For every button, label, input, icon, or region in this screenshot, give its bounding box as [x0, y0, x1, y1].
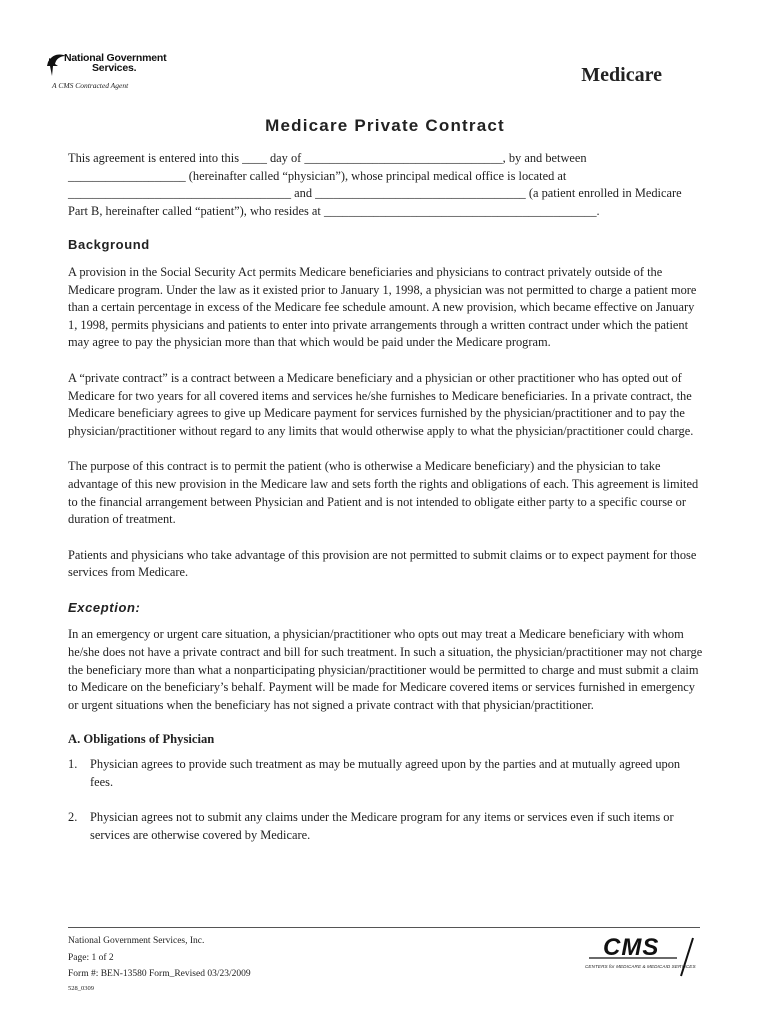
- item-text: Physician agrees to provide such treatment as may be mutually agreed upon by the parties and at mutually agreed upon fees.: [90, 757, 681, 789]
- exception-heading: Exception:: [68, 599, 141, 615]
- document-title: Medicare Private Contract: [265, 116, 505, 135]
- background-paragraph: A “private contract” is a contract between a Medicare beneficiary and a physician or other practitioner who has opted out of Medicare for two years for all covered items and services he/she furnishes to Medicare beneficiaries. In a private contract, the Medicare beneficiary agrees to give up Medicare payment for services furnished by the physician/practitioner and to pay the physician/practitioner without regard to any limits that would otherwise apply to what the physician/practitioner could charge.: [68, 370, 694, 438]
- background-paragraph: Patients and physicians who take advantage of this provision are not permitted to submit claims or to expect payment for those services from Medicare.: [68, 547, 697, 580]
- footer-code: 528_0309: [68, 984, 94, 992]
- ngs-logo: [46, 50, 206, 95]
- footer-divider: [68, 927, 700, 928]
- footer-form-number: Form #: BEN-13580 Form_Revised 03/23/2009: [68, 969, 251, 979]
- background-heading: Background: [68, 237, 150, 253]
- intro-paragraph: This agreement is entered into this ____ day of ________________________________, by and between ___________________ (hereinafter called “physician”), whose principal medical office is located at ____________________________________ and __________________________________ (a patient enrolled in Medicare Part B, hereinafter called “patient”), who resides at ____________________________________________.: [68, 151, 682, 218]
- medicare-brand: Medicare: [581, 64, 662, 86]
- cms-logo: [585, 936, 700, 978]
- item-number: 2.: [68, 810, 78, 825]
- exception-paragraph: In an emergency or urgent care situation, a physician/practitioner who opts out may treat a Medicare beneficiary with whom he/she does not have a private contract and bill for such treatment. In such a situation, the physician/practitioner may not charge the beneficiary more than what a nonparticipating physician/practitioner would be permitted to charge and must submit a claim to Medicare on the beneficiary’s behalf. Payment will be made for Medicare covered items or services furnished in emergency or urgent situations when the beneficiary has not signed a private contract with that physician/practitioner.: [68, 627, 703, 712]
- obligations-heading: A. Obligations of Physician: [68, 732, 215, 747]
- footer-page-number: Page: 1 of 2: [68, 952, 114, 963]
- background-paragraph: A provision in the Social Security Act permits Medicare beneficiaries and physicians to contract privately outside of the Medicare program. Under the law as it existed prior to January 1, 1998, a physician was not permitted to charge a patient more than a certain percentage in excess of the Medicare fee schedule amount. A new provision, which became effective on January 1, 1998, permits physicians and patients to enter into private arrangements through a written contract under which the patient may agree to pay the physician more than that which would be paid under the Medicare program.: [68, 264, 697, 350]
- logo-company-name: [64, 53, 166, 73]
- item-text: Physician agrees not to submit any claims under the Medicare program for any items or services even if such items or services are otherwise covered by Medicare.: [90, 810, 674, 842]
- footer: [68, 933, 251, 995]
- footer-company: National Government Services, Inc.: [68, 936, 205, 946]
- logo-name-line2: Services.: [92, 62, 137, 74]
- cms-tagline: CENTERS for MEDICARE & MEDICAID SERVICES: [585, 964, 696, 969]
- cms-logo-text: CMS: [603, 934, 660, 961]
- obligation-item: [68, 756, 703, 791]
- background-paragraph: The purpose of this contract is to permit the patient (who is otherwise a Medicare beneficiary) and the physician to take advantage of this new provision in the Medicare law and sets forth the rights and obligations of each. This agreement is limited to the financial arrangement between Physician and Patient and is not intended to obligate either party to a specific course or duration of treatment.: [68, 459, 699, 527]
- item-number: 1.: [68, 757, 78, 772]
- document-body: [68, 150, 703, 862]
- logo-name-line1: National Government: [64, 52, 167, 64]
- cms-logo-icon: [585, 936, 700, 978]
- logo-tagline: A CMS Contracted Agent: [52, 81, 129, 90]
- obligation-item: [68, 809, 703, 844]
